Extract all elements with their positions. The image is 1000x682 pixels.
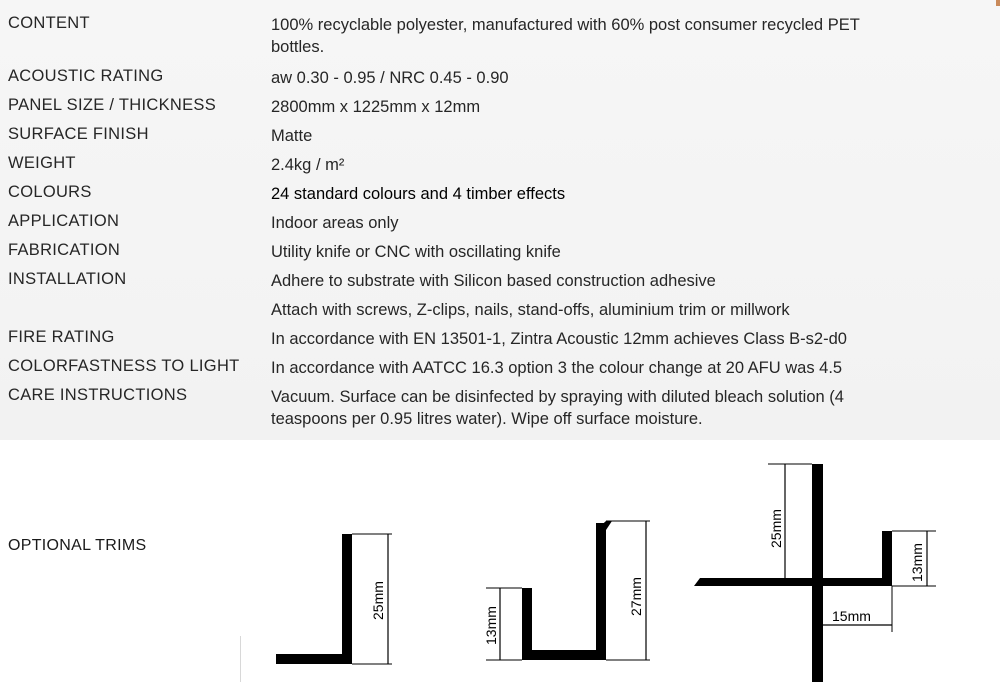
trim2-short-leg xyxy=(522,588,532,654)
spec-value: 100% recyclable polyester, manufactured with 60% post consumer recycled PET bottles. xyxy=(271,16,860,56)
spec-label: INSTALLATION xyxy=(8,270,127,288)
trim2-long-leg xyxy=(596,523,606,660)
spec-label: APPLICATION xyxy=(8,212,120,230)
spec-value: 2.4kg / m² xyxy=(271,156,345,174)
spec-label: FABRICATION xyxy=(8,241,121,259)
trim1-vertical xyxy=(342,534,352,664)
spec-label: COLORFASTNESS TO LIGHT xyxy=(8,357,240,375)
spec-label: ACOUSTIC RATING xyxy=(8,67,164,85)
spec-value: Indoor areas only xyxy=(271,214,399,232)
spec-label: FIRE RATING xyxy=(8,328,115,346)
trim-cross-profile xyxy=(694,464,936,682)
spec-value: In accordance with AATCC 16.3 option 3 the colour change at 20 AFU was 4.5 xyxy=(271,359,843,377)
trim2-height-dim: 27mm xyxy=(628,577,644,616)
spec-label: COLOURS xyxy=(8,183,92,201)
spec-label: CARE INSTRUCTIONS xyxy=(8,386,188,404)
trim3-upturn xyxy=(882,531,892,586)
trim3-vertical xyxy=(812,464,823,682)
trim3-horizontal xyxy=(694,578,892,586)
trim3-height-dim: 25mm xyxy=(768,509,784,548)
trim3-right-dim: 13mm xyxy=(909,543,925,582)
spec-value: Attach with screws, Z-clips, nails, stand-offs, aluminium trim or millwork xyxy=(271,301,790,319)
spec-value: aw 0.30 - 0.95 / NRC 0.45 - 0.90 xyxy=(271,69,509,87)
spec-label: SURFACE FINISH xyxy=(8,125,149,143)
trim1-height-dim: 25mm xyxy=(370,581,386,620)
spec-label: WEIGHT xyxy=(8,154,76,172)
spec-value: Adhere to substrate with Silicon based construction adhesive xyxy=(271,272,716,290)
trim-channel-profile xyxy=(483,521,650,660)
spec-value: 2800mm x 1225mm x 12mm xyxy=(271,98,481,116)
spec-value: 24 standard colours and 4 timber effects xyxy=(271,185,566,203)
optional-trims-label: OPTIONAL TRIMS xyxy=(8,537,147,554)
spec-value: Matte xyxy=(271,127,313,145)
spec-value: Utility knife or CNC with oscillating knife xyxy=(271,243,561,261)
spec-value: In accordance with EN 13501-1, Zintra Acoustic 12mm achieves Class B-s2-d0 xyxy=(271,330,847,348)
spec-label: CONTENT xyxy=(8,14,90,32)
trim-angle-profile xyxy=(276,534,392,664)
spec-label: PANEL SIZE / THICKNESS xyxy=(8,96,217,114)
trim1-base xyxy=(276,654,352,664)
trim2-base xyxy=(522,650,606,660)
trim2-left-dim: 13mm xyxy=(483,606,499,645)
trim3-width-dim: 15mm xyxy=(832,608,871,624)
spec-value: Vacuum. Surface can be disinfected by spraying with diluted bleach solution (4 teaspoons per 0.95 litres water). Wipe off surface moisture. xyxy=(271,388,844,428)
